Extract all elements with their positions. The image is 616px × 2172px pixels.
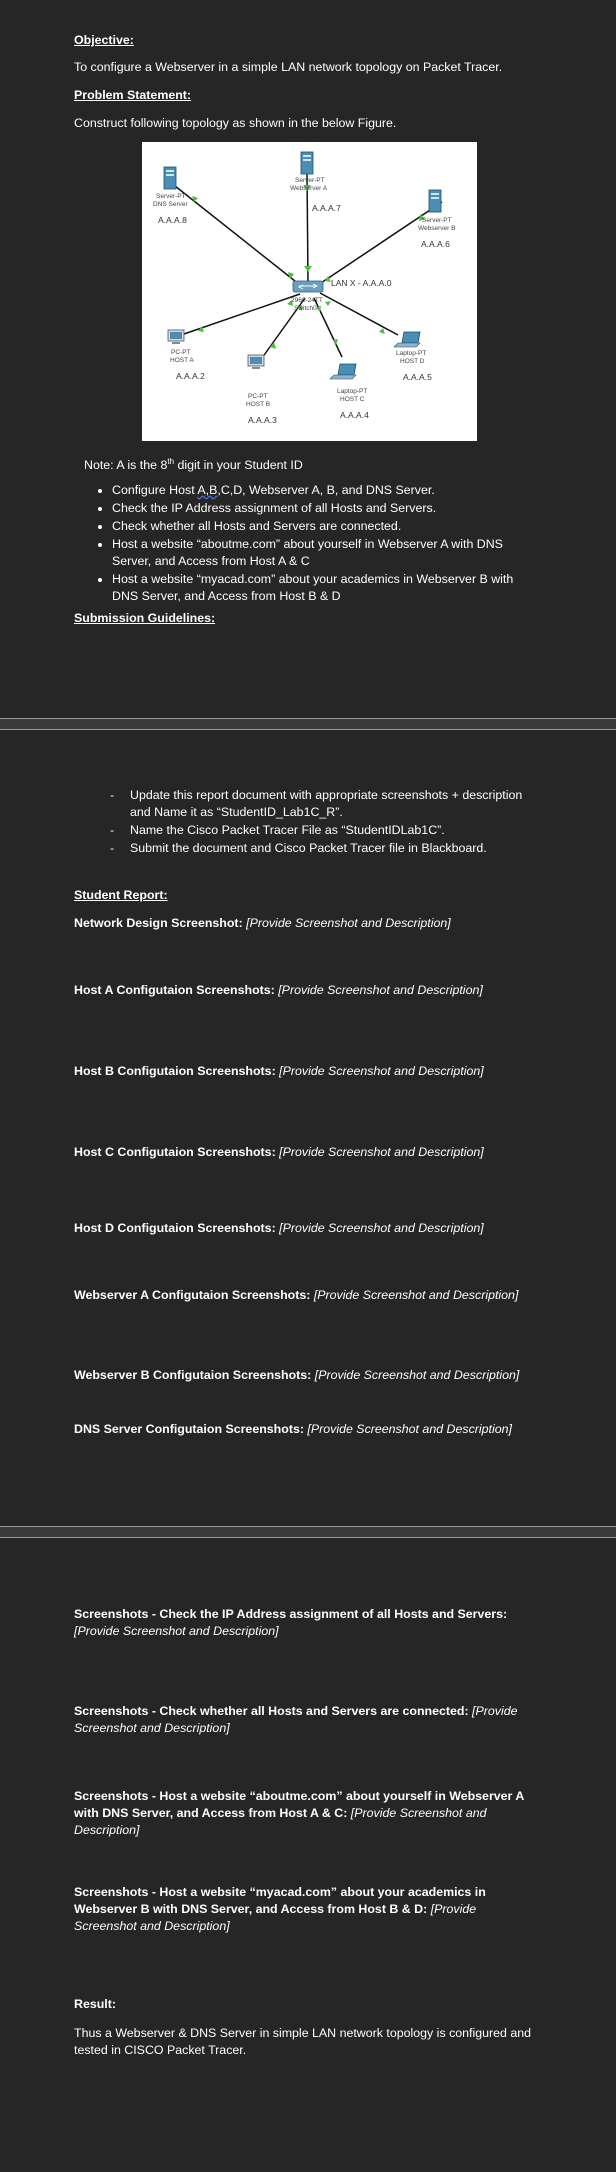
dns-server-name: DNS Server	[153, 201, 188, 208]
page-gap	[0, 1527, 616, 1537]
switch-type: 2960-24TT	[291, 297, 323, 304]
report-section	[74, 1063, 484, 1080]
guideline-item: - Update this report document with appropriate screenshots + description and Name it as “StudentID_Lab1C_R”.	[130, 787, 530, 821]
section-placeholder: [Provide Screenshot and	[347, 1806, 487, 1820]
section-label: Host C Configutaion Screenshots:	[74, 1145, 280, 1159]
section-placeholder: [Provide Screenshot and Description]	[279, 1064, 484, 1078]
link-dns-switch	[170, 182, 300, 285]
screenshot-section-aboutme-line2	[74, 1805, 487, 1822]
webserver-a-name: Webserver A	[290, 185, 328, 192]
result-text-line-2: tested in CISCO Packet Tracer.	[74, 2043, 247, 2057]
host-d-name: HOST D	[400, 358, 425, 365]
host-a-type: PC-PT	[171, 349, 191, 356]
link-status-indicators	[192, 185, 425, 349]
host-c-name: HOST C	[340, 396, 365, 403]
problem-statement-text: Construct following topology as shown in the below Figure.	[74, 116, 397, 130]
webserver-a-type: Server-PT	[295, 177, 325, 184]
section-placeholder: [Provide Screenshot and Description]	[279, 1221, 484, 1235]
task-list	[74, 482, 532, 606]
task-item: • Check the IP Address assignment of all Hosts and Servers.	[112, 500, 532, 517]
link-switch-host-c	[314, 298, 342, 357]
guideline-item: - Name the Cisco Packet Tracer File as “StudentIDLab1C”.	[130, 822, 530, 839]
report-section	[74, 915, 451, 932]
screenshot-section-myacad-line2	[74, 1901, 476, 1918]
section-placeholder: [Provide Screenshot and Description]	[278, 983, 483, 997]
task-item	[112, 482, 532, 499]
section-label: DNS Server Configutaion Screenshots:	[74, 1422, 308, 1436]
host-b-name: HOST B	[246, 401, 271, 408]
host-a-pc-icon	[168, 330, 184, 344]
screenshot-section-connectivity	[74, 1703, 517, 1720]
guideline-item: - Submit the document and Cisco Packet Tracer file in Blackboard.	[130, 840, 530, 857]
lan-label: LAN X - A.A.A.0	[331, 278, 392, 288]
task-item: • Check whether all Hosts and Servers are connected.	[112, 518, 532, 535]
report-section	[74, 1220, 484, 1237]
section-label: Webserver B with DNS Server, and Access from Host B & D:	[74, 1902, 428, 1916]
page-gap	[0, 719, 616, 729]
objective-heading: Objective:	[74, 33, 134, 47]
section-placeholder: [Provide	[427, 1902, 477, 1916]
webserver-a-icon	[301, 152, 313, 174]
result-heading: Result:	[74, 1997, 116, 2011]
host-b-type: PC-PT	[248, 393, 268, 400]
webserver-b-type: Server-PT	[422, 217, 452, 224]
switch-icon	[293, 281, 323, 292]
report-section	[74, 1421, 512, 1438]
switch-name: Switch0	[294, 305, 317, 312]
webserver-b-name: Webserver B	[418, 225, 456, 232]
objective-text: To configure a Webserver in a simple LAN network topology on Packet Tracer.	[74, 60, 503, 74]
section-label: Webserver A Configutaion Screenshots:	[74, 1288, 314, 1302]
host-b-pc-icon	[248, 355, 264, 369]
note-prefix: Note: A is the 8	[84, 458, 168, 473]
screenshot-section-ip-placeholder: [Provide Screenshot and Description]	[74, 1624, 279, 1638]
webserver-a-addr: A.A.A.7	[312, 203, 341, 213]
section-placeholder: [Provide Screenshot and Description]	[307, 1422, 512, 1436]
screenshot-section-aboutme: Screenshots - Host a website “aboutme.com” about yourself in Webserver A	[74, 1789, 525, 1803]
section-label: Network Design Screenshot:	[74, 916, 247, 930]
task-item: • Host a website “myacad.com” about your academics in Webserver B with DNS Server, and Access from Host B & D	[112, 571, 532, 605]
task-1-post: ,C,D, Webserver A, B, and DNS Server.	[217, 483, 435, 497]
note-sup: th	[167, 457, 175, 466]
dns-server-type: Server-PT	[156, 193, 186, 200]
report-section	[74, 1144, 484, 1161]
student-report-heading: Student Report:	[74, 888, 168, 902]
host-c-laptop-icon	[330, 364, 356, 379]
webserver-b-icon	[429, 190, 441, 212]
host-d-addr: A.A.A.5	[403, 372, 432, 382]
section-placeholder: [Provide Screenshot and Description]	[279, 1145, 484, 1159]
section-placeholder: [Provide Screenshot and Description]	[246, 916, 451, 930]
task-item: • Host a website “aboutme.com” about yourself in Webserver A with DNS Server, and Access from Host A & C	[112, 536, 532, 570]
host-c-addr: A.A.A.4	[340, 410, 369, 420]
screenshot-section-connectivity-placeholder: Screenshot and Description]	[74, 1721, 230, 1735]
dns-server-icon	[164, 167, 176, 189]
screenshot-section-myacad-placeholder: Screenshot and Description]	[74, 1919, 230, 1933]
link-switch-host-d	[320, 293, 398, 335]
section-placeholder: [Provide Screenshot and Description]	[313, 1288, 519, 1302]
screenshot-section-aboutme-placeholder: Description]	[74, 1823, 140, 1837]
screenshot-section-myacad: Screenshots - Host a website “myacad.com” about your academics in	[74, 1885, 486, 1899]
guidelines-list	[96, 787, 530, 858]
host-b-addr: A.A.A.3	[248, 415, 277, 425]
host-c-type: Laptop-PT	[337, 388, 368, 395]
report-section	[74, 1367, 519, 1384]
note-suffix: digit in your Student ID	[174, 458, 303, 473]
section-placeholder: [Provide	[468, 1704, 518, 1718]
document-page-1	[0, 0, 616, 718]
report-section	[74, 982, 483, 999]
section-label: Host B Configutaion Screenshots:	[74, 1064, 280, 1078]
document-page-2	[0, 730, 616, 1526]
problem-statement-heading: Problem Statement:	[74, 88, 192, 102]
document-page-3	[0, 1538, 616, 2172]
topology-links	[170, 172, 442, 358]
result-text-line-1: Thus a Webserver & DNS Server in simple LAN network topology is configured and	[74, 2026, 532, 2040]
section-label: with DNS Server, and Access from Host A & C:	[74, 1806, 348, 1820]
host-d-type: Laptop-PT	[396, 350, 427, 357]
note-text	[84, 453, 303, 474]
section-placeholder: [Provide Screenshot and Description]	[314, 1368, 520, 1382]
dns-server-addr: A.A.A.8	[158, 215, 187, 225]
section-label: Webserver B Configutaion Screenshots:	[74, 1368, 315, 1382]
section-label: Screenshots - Check whether all Hosts and Servers are connected:	[74, 1704, 469, 1718]
host-a-addr: A.A.A.2	[176, 371, 205, 381]
webserver-b-addr: A.A.A.6	[421, 239, 450, 249]
network-topology-figure	[142, 142, 477, 441]
task-1-pre: Configure Host	[112, 483, 198, 497]
report-section	[74, 1287, 518, 1304]
task-1-mid: A,B	[197, 483, 218, 497]
screenshot-section-ip: Screenshots - Check the IP Address assignment of all Hosts and Servers:	[74, 1607, 508, 1621]
submission-guidelines-heading: Submission Guidelines:	[74, 611, 216, 625]
section-label: Host D Configutaion Screenshots:	[74, 1221, 280, 1235]
host-a-name: HOST A	[170, 357, 194, 364]
section-label: Host A Configutaion Screenshots:	[74, 983, 279, 997]
